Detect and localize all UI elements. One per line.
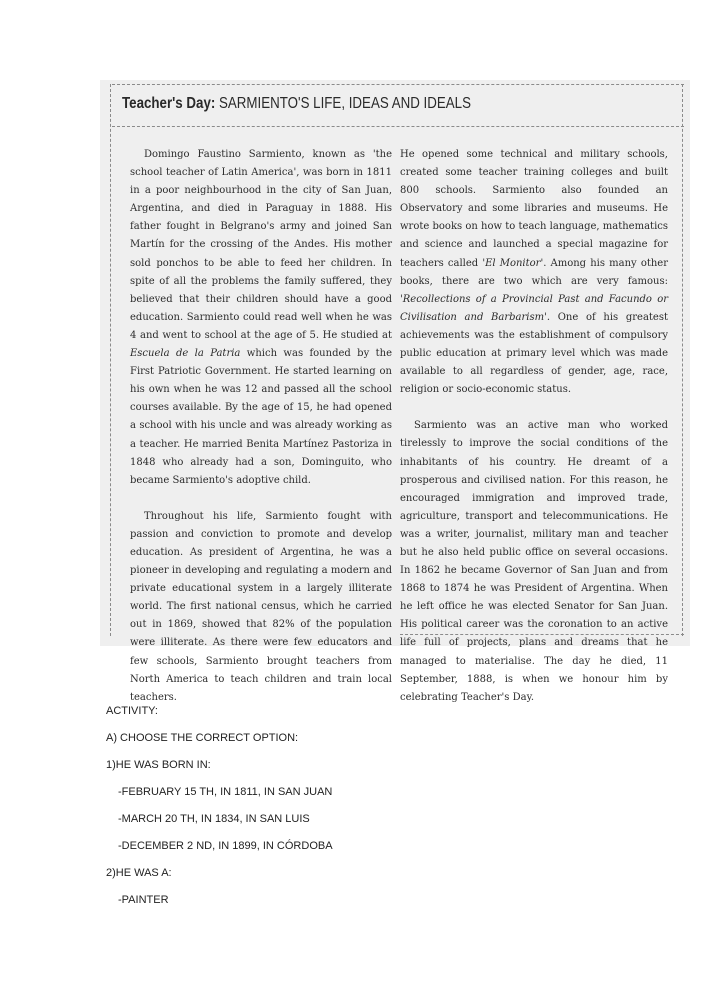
right-paragraph-1-text: He opened some technical and military schools, created some teacher training colleges and built 800 schools. Sarmiento also founded an Observatory and some libraries and museums. He wrote books on how to teach language, mathematics and science and launched a special magazine for teachers called ' <box>400 149 668 269</box>
right-paragraph-1-italic-2: Recollections of a Provincial Past and Facundo or Civilisation and Barbarism <box>400 293 668 323</box>
activity-heading: ACTIVITY: <box>106 705 158 717</box>
question-2-option-1: -PAINTER <box>118 894 169 906</box>
right-paragraph-1 <box>400 146 668 399</box>
right-paragraph-1-italic-1: El Monitor <box>485 257 541 269</box>
left-paragraph-1-text: Domingo Faustino Sarmiento, known as 'the school teacher of Latin America', was born in 1811 in a poor neighbourhood in the city of San Juan, Argentina, and died in Paraguay in 1888. His father fought in Belgrano's army and joined San Martín for the crossing of the Andes. His mother sold ponchos to be able to feed her children. In spite of all the problems the family suffered, they believed that their children should have a good education. Sarmiento could read well when he was 4 and went to school at the age of 5. He studied at <box>130 149 392 341</box>
article-right-column <box>400 146 668 707</box>
dashed-border-top <box>112 84 684 85</box>
left-paragraph-1-end: which was founded by the First Patriotic Government. He started learning on his own when he was 12 and passed all the school courses available. By the age of 15, he had opened a school with his uncle and was already working as a teacher. He married Benita Martínez Pastoriza in 1848 who already had a son, Dominguito, who became Sarmiento's adoptive child. <box>130 348 392 486</box>
activity-instruction: A) CHOOSE THE CORRECT OPTION: <box>106 732 299 744</box>
article-title-rest: SARMIENTO'S LIFE, IDEAS AND IDEALS <box>215 95 471 112</box>
dashed-border-title-divider <box>112 126 684 127</box>
question-1-option-1: -FEBRUARY 15 TH, IN 1811, IN SAN JUAN <box>118 786 333 798</box>
article-title <box>122 95 471 113</box>
question-1-option-2: -MARCH 20 TH, IN 1834, IN SAN LUIS <box>118 813 310 825</box>
left-paragraph-2: Throughout his life, Sarmiento fought with passion and conviction to promote and develop education. As president of Argentina, he was a pioneer in developing and regulating a modern and private educational system in a largely illiterate world. The first national census, which he carried out in 1869, showed that 82% of the population were illiterate. As there were few educators and few schools, Sarmiento brought teachers from North America to teach children and train local teachers. <box>130 510 392 703</box>
question-1-option-3: -DECEMBER 2 ND, IN 1899, IN CÓRDOBA <box>118 840 333 852</box>
dashed-border-right <box>682 84 683 636</box>
article-left-column <box>130 146 392 707</box>
dashed-border-left <box>110 84 111 636</box>
left-paragraph-1-italic: Escuela de la Patria <box>130 348 241 360</box>
right-paragraph-1-mid: '. Among his many other books, there are two which are very famous: ' <box>400 257 668 305</box>
question-2: 2)HE WAS A: <box>106 867 172 879</box>
right-paragraph-2: Sarmiento was an active man who worked tirelessly to improve the social conditions of the inhabitants of his country. He dreamt of a prosperous and civilised nation. For this reason, he encouraged immigration and improved trade, agriculture, transport and telecommunications. He was a writer, journalist, military man and teacher but he also held public office on several occasions. In 1862 he became Governor of San Juan and from 1868 to 1874 he was President of Argentina. When he left office he was elected Senator for San Juan. His political career was the coronation to an active life full of projects, plans and dreams that he managed to materialise. The day he died, 11 September, 1888, is when we honour him by celebrating Teacher's Day. <box>400 420 668 703</box>
question-1: 1)HE WAS BORN IN: <box>106 759 211 771</box>
right-paragraph-1-end: '. One of his greatest achievements was the establishment of compulsory public education at primary level which was made available to all regardless of gender, age, race, religion or socio-economic status. <box>400 311 669 396</box>
article-title-bold: Teacher's Day: <box>122 95 216 112</box>
left-paragraph-1 <box>130 146 392 490</box>
